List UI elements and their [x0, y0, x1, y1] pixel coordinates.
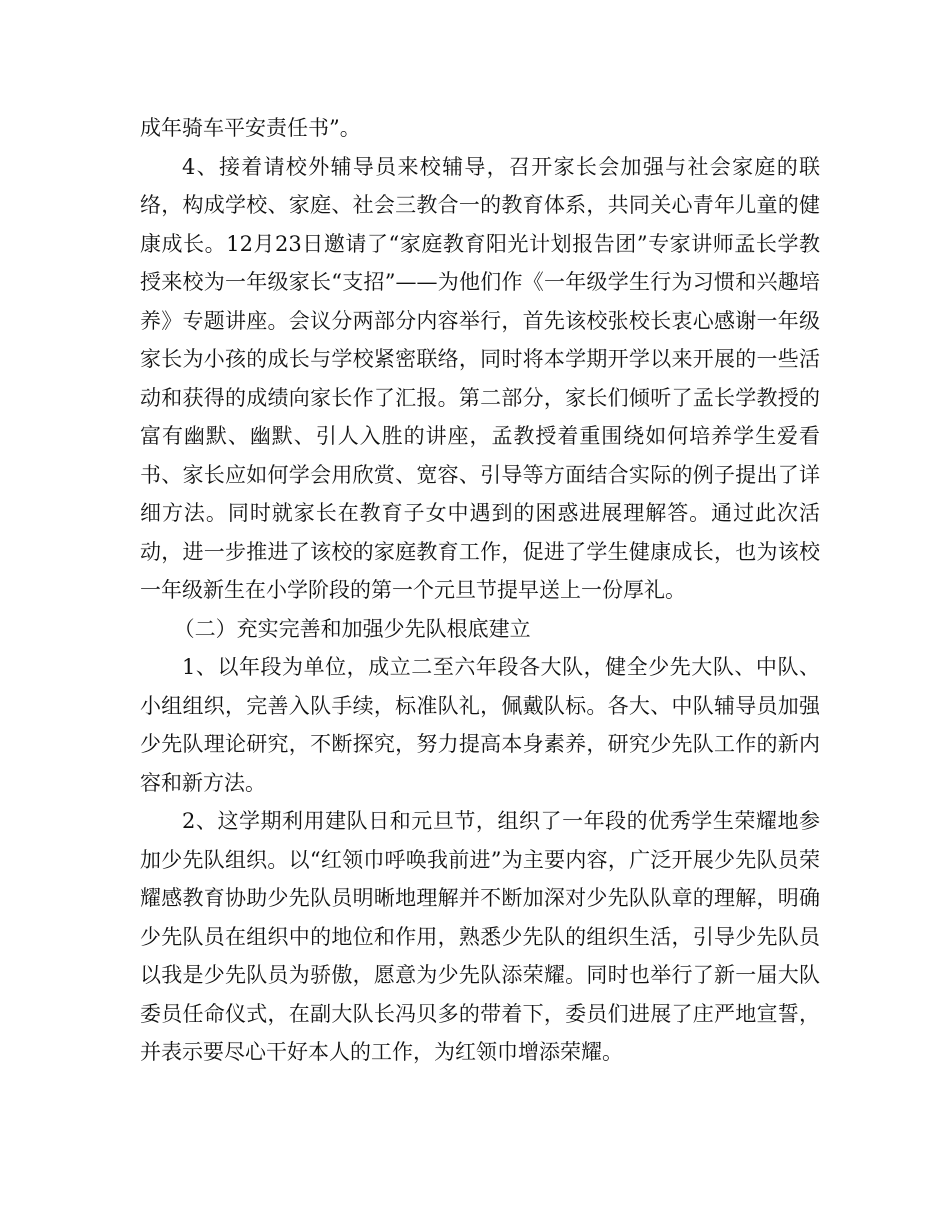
- paragraph-parent-meeting: 4、接着请校外辅导员来校辅导，召开家长会加强与社会家庭的联络，构成学校、家庭、社会三教合一的教育体系，共同关心青年儿童的健康成长。12月23日邀请了“家庭教育阳光计划报告团”专家讲师孟长学教授来校为一年级家长“支招”——为他们作《一年级学生行为习惯和兴趣培养》专题讲座。会议分两部分内容举行，首先该校张校长衷心感谢一年级家长为小孩的成长与学校紧密联络，同时将本学期开学以来开展的一些活动和获得的成绩向家长作了汇报。第二部分，家长们倾听了孟长学教授的富有幽默、幽默、引人入胜的讲座，孟教授着重围绕如何培养学生爱看书、家长应如何学会用欣赏、宽容、引导等方面结合实际的例子提出了详细方法。同时就家长在教育子女中遇到的困惑进展理解答。通过此次活动，进一步推进了该校的家庭教育工作，促进了学生健康成长，也为该校一年级新生在小学阶段的第一个元旦节提早送上一份厚礼。: [140, 154, 820, 602]
- document-body: [140, 109, 820, 1072]
- paragraph-continuation: 成年骑车平安责任书”。: [140, 116, 361, 140]
- paragraph-brigade-setup: 1、以年段为单位，成立二至六年段各大队，健全少先大队、中队、小组组织，完善入队手续，标准队礼，佩戴队标。各大、中队辅导员加强少先队理论研究，不断探究，努力提高本身素养，研究少先队工作的新内容和新方法。: [140, 655, 820, 795]
- section-heading: （二）充实完善和加强少先队根底建立: [173, 616, 531, 641]
- paragraph-induction-ceremony: 2、这学期利用建队日和元旦节，组织了一年段的优秀学生荣耀地参加少先队组织。以“红领巾呼唤我前进”为主要内容，广泛开展少先队员荣耀感教育协助少先队员明晰地理解并不断加深对少先队队章的理解，明确少先队员在组织中的地位和作用，熟悉少先队的组织生活，引导少先队员以我是少先队员为骄傲，愿意为少先队添荣耀。同时也举行了新一届大队委员任命仪式，在副大队长冯贝多的带着下，委员们进展了庄严地宣誓，并表示要尽心干好本人的工作，为红领巾增添荣耀。: [140, 809, 820, 1064]
